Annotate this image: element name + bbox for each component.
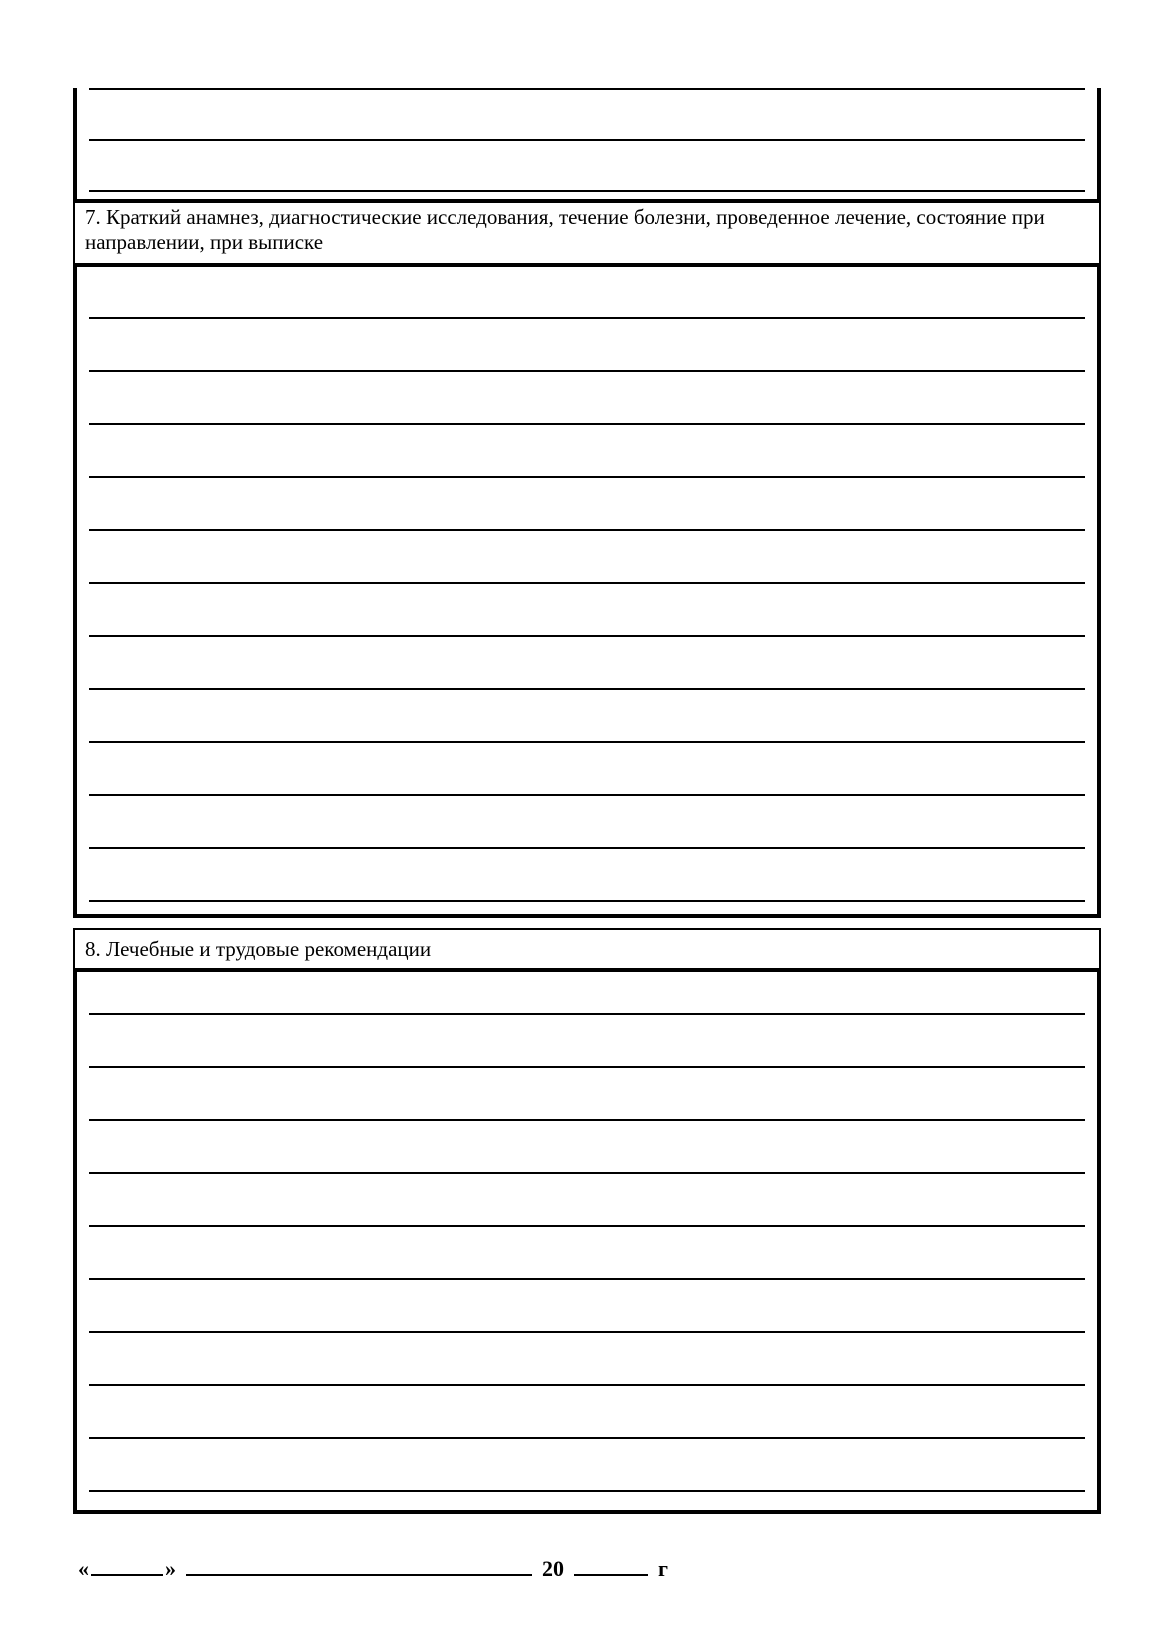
- open-quote: «: [78, 1556, 89, 1581]
- close-quote: »: [165, 1556, 176, 1581]
- section-7-header: [73, 203, 1101, 265]
- writing-line[interactable]: [89, 794, 1085, 796]
- writing-line[interactable]: [89, 1119, 1085, 1121]
- writing-line[interactable]: [89, 529, 1085, 531]
- section-7-title: 7. Краткий анамнез, диагностические исследования, течение болезни, проведенное лечение, состояние при направлении, при выписке: [85, 205, 1045, 254]
- writing-line[interactable]: [89, 688, 1085, 690]
- writing-line[interactable]: [89, 1066, 1085, 1068]
- writing-line[interactable]: [89, 1490, 1085, 1492]
- writing-line[interactable]: [89, 139, 1085, 141]
- writing-line[interactable]: [89, 317, 1085, 319]
- writing-line[interactable]: [89, 190, 1085, 192]
- section-8-writing-box: [73, 968, 1101, 1514]
- writing-line[interactable]: [89, 1278, 1085, 1280]
- writing-line[interactable]: [89, 741, 1085, 743]
- year-prefix: 20: [542, 1556, 564, 1581]
- section-8-header: [73, 928, 1101, 970]
- writing-line[interactable]: [89, 847, 1085, 849]
- writing-line[interactable]: [89, 88, 1085, 90]
- year-blank[interactable]: [574, 1554, 648, 1576]
- year-suffix: г: [658, 1556, 668, 1581]
- writing-line[interactable]: [89, 1172, 1085, 1174]
- writing-line[interactable]: [89, 370, 1085, 372]
- writing-line[interactable]: [89, 1331, 1085, 1333]
- section-8-title: 8. Лечебные и трудовые рекомендации: [85, 937, 432, 961]
- month-blank[interactable]: [186, 1554, 532, 1576]
- section-7-writing-box: [73, 263, 1101, 918]
- writing-line[interactable]: [89, 1013, 1085, 1015]
- writing-line[interactable]: [89, 1384, 1085, 1386]
- writing-line[interactable]: [89, 582, 1085, 584]
- writing-line[interactable]: [89, 476, 1085, 478]
- writing-line[interactable]: [89, 1225, 1085, 1227]
- writing-line[interactable]: [89, 900, 1085, 902]
- writing-line[interactable]: [89, 635, 1085, 637]
- writing-line[interactable]: [89, 423, 1085, 425]
- continued-writing-box: [73, 88, 1101, 203]
- date-line: [78, 1554, 668, 1582]
- writing-line[interactable]: [89, 1437, 1085, 1439]
- day-blank[interactable]: [91, 1554, 163, 1576]
